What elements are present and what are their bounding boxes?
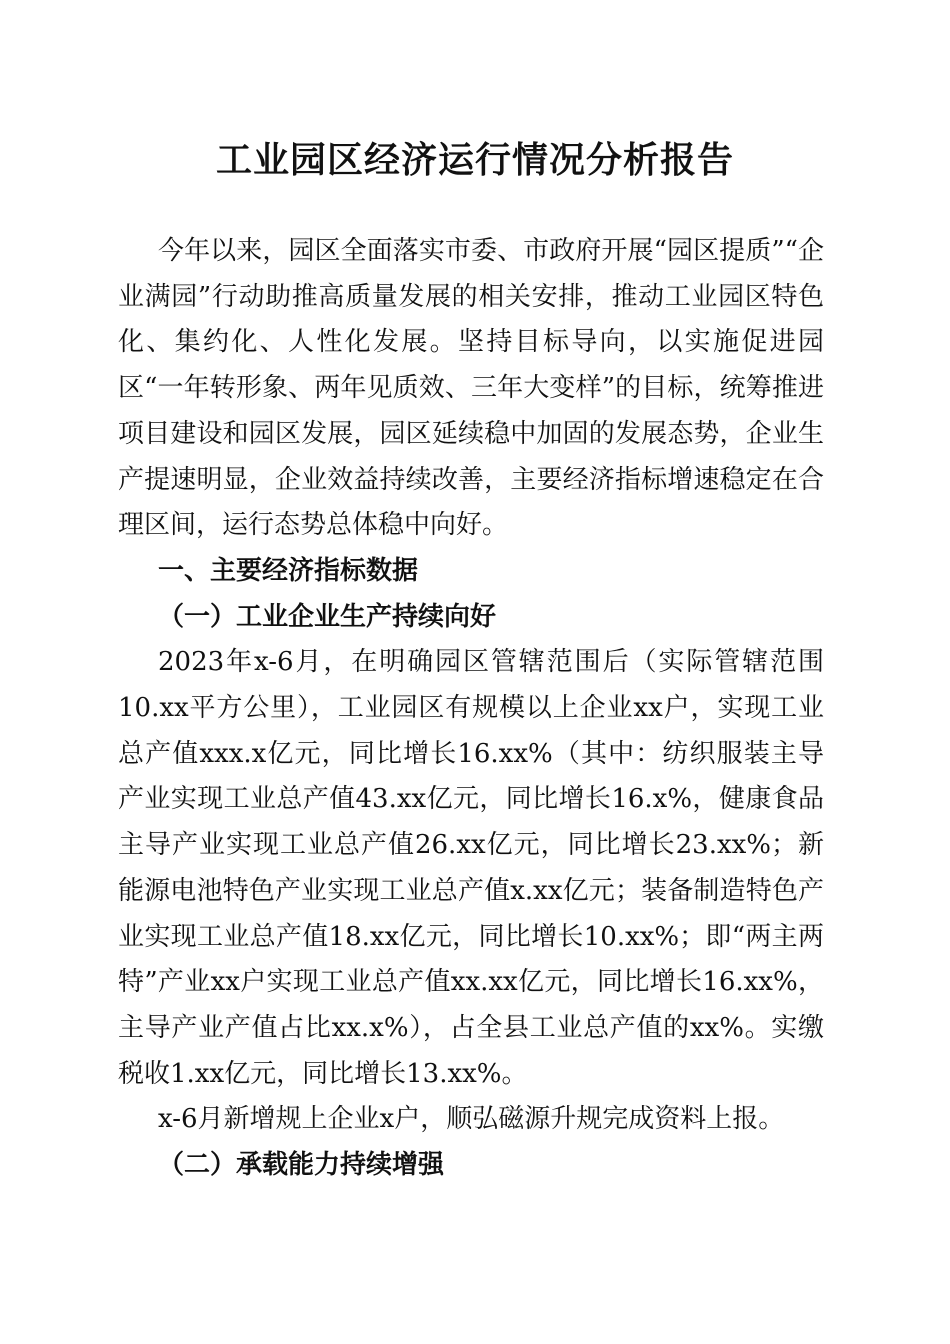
subsection-heading-2: （二）承载能力持续增强 bbox=[158, 1150, 445, 1181]
document-body bbox=[118, 229, 824, 1189]
subsection-1-paragraph-1: 2023年x-6月，在明确园区管辖范围后（实际管辖范围10.xx平方公里），工业园区有规模以上企业xx户，实现工业总产值xxx.x亿元，同比增长16.xx%（其中：纺织服装主导产业实现工业总产值43.xx亿元，同比增长16.x%，健康食品主导产业实现工业总产值26.xx亿元，同比增长23.xx%；新能源电池特色产业实现工业总产值x.xx亿元；装备制造特色产业实现工业总产值18.xx亿元，同比增长10.xx%；即“两主两特”产业xx户实现工业总产值xx.xx亿元，同比增长16.xx%，主导产业产值占比xx.x%），占全县工业总产值的xx%。实缴税收1.xx亿元，同比增长13.xx%。 bbox=[118, 647, 824, 1089]
document-title: 工业园区经济运行情况分析报告 bbox=[215, 139, 734, 181]
intro-paragraph: 今年以来，园区全面落实市委、市政府开展“园区提质”“企业满园”行动助推高质量发展的相关安排，推动工业园区特色化、集约化、人性化发展。坚持目标导向，以实施促进园区“一年转形象、两年见质效、三年大变样”的目标，统筹推进项目建设和园区发展，园区延续稳中加固的发展态势，企业生产提速明显，企业效益持续改善，主要经济指标增速稳定在合理区间，运行态势总体稳中向好。 bbox=[118, 236, 824, 541]
subsection-heading-1: （一）工业企业生产持续向好 bbox=[158, 601, 497, 632]
section-heading-1: 一、主要经济指标数据 bbox=[158, 555, 419, 586]
subsection-1-paragraph-2: x-6月新增规上企业x户，顺弘磁源升规完成资料上报。 bbox=[158, 1104, 785, 1135]
